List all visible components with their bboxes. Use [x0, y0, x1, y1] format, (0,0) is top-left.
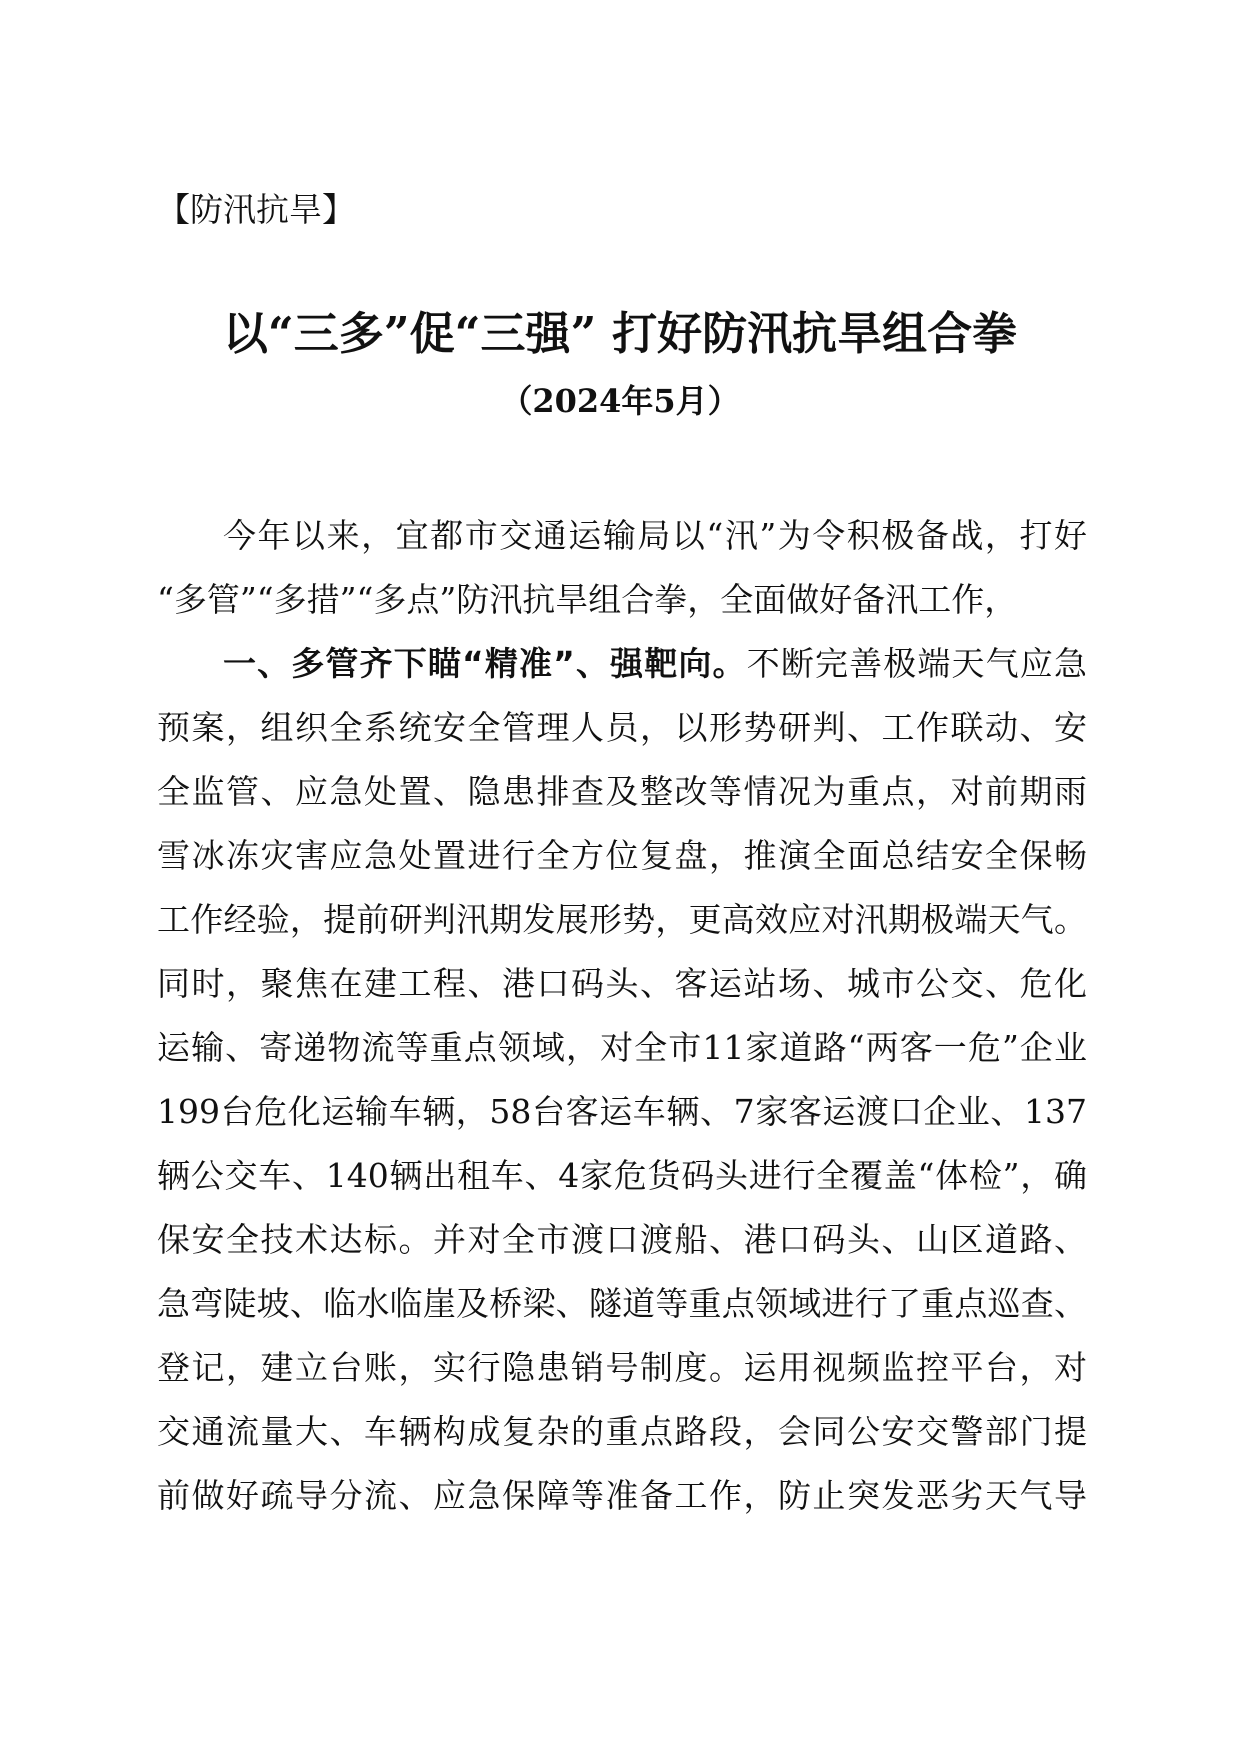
paragraph-line: 预案，组织全系统安全管理人员，以形势研判、工作联动、安 — [157, 708, 1087, 747]
paragraph-line: 今年以来，宜都市交通运输局以“汛”为令积极备战，打好 — [223, 516, 1087, 555]
paragraph-line: 工作经验，提前研判汛期发展形势，更高效应对汛期极端天气。 — [157, 900, 1087, 939]
document-date: （2024年5月） — [500, 382, 740, 420]
paragraph-line: 急弯陡坡、临水临崖及桥梁、隧道等重点领域进行了重点巡查、 — [157, 1284, 1087, 1323]
section-1-paragraph — [157, 632, 1087, 1528]
paragraph-line: 交通流量大、车辆构成复杂的重点路段，会同公安交警部门提 — [157, 1412, 1087, 1451]
section-1-first-line — [157, 632, 1087, 696]
paragraph-line: 辆公交车、140辆出租车、4家危货码头进行全覆盖“体检”，确 — [157, 1156, 1087, 1195]
intro-paragraph — [157, 504, 1087, 632]
document-title: 以“三多”促“三强” 打好防汛抗旱组合拳 — [222, 307, 1018, 360]
paragraph-line: 前做好疏导分流、应急保障等准备工作，防止突发恶劣天气导 — [157, 1476, 1087, 1515]
category-tag: 【防汛抗旱】 — [157, 190, 355, 229]
paragraph-line: 登记，建立台账，实行隐患销号制度。运用视频监控平台，对 — [157, 1348, 1087, 1387]
paragraph-line: 全监管、应急处置、隐患排查及整改等情况为重点，对前期雨 — [157, 772, 1087, 811]
paragraph-line: “多管”“多措”“多点”防汛抗旱组合拳，全面做好备汛工作， — [157, 580, 1018, 619]
paragraph-line: 同时，聚焦在建工程、港口码头、客运站场、城市公交、危化 — [157, 964, 1087, 1003]
paragraph-line: 保安全技术达标。并对全市渡口渡船、港口码头、山区道路、 — [157, 1220, 1087, 1259]
paragraph-line: 运输、寄递物流等重点领域，对全市11家道路“两客一危”企业 — [157, 1028, 1087, 1067]
section-1-first-line-text: 不断完善极端天气应急 — [746, 644, 1087, 683]
paragraph-line: 雪冰冻灾害应急处置进行全方位复盘，推演全面总结安全保畅 — [157, 836, 1087, 875]
paragraph-line: 199台危化运输车辆，58台客运车辆、7家客运渡口企业、137 — [157, 1092, 1087, 1131]
section-1-heading: 一、多管齐下瞄“精准”、强靶向。 — [223, 644, 747, 683]
